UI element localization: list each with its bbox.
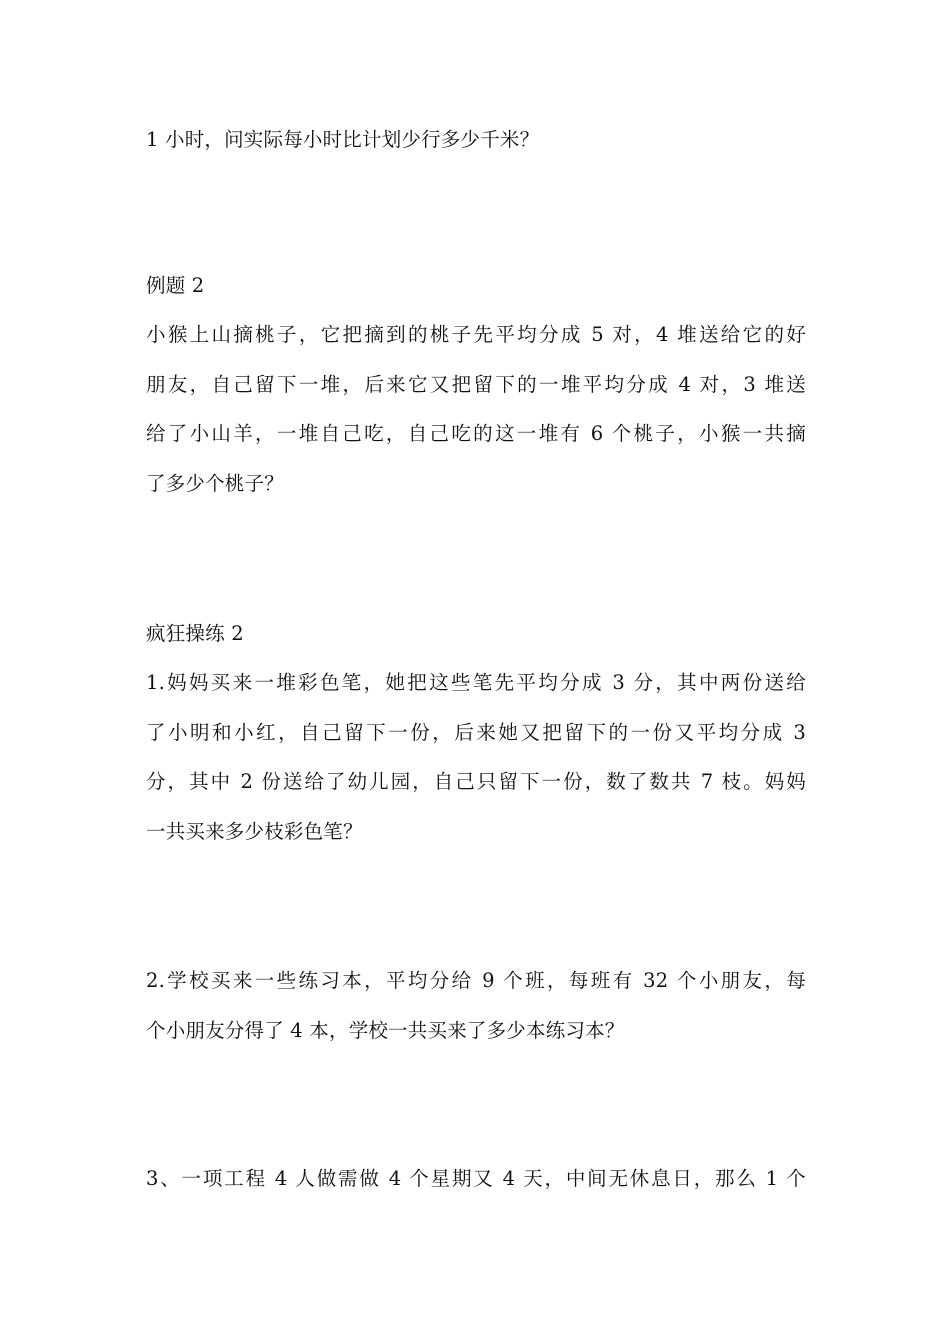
practice-q1-line: 了小明和小红，自己留下一份，后来她又把留下的一份又平均分成 3 (146, 721, 806, 744)
practice-q3-line: 3、一项工程 4 人做需做 4 个星期又 4 天，中间无休息日，那么 1 个 (146, 1167, 806, 1190)
practice-q2-line: 2.学校买来一些练习本，平均分给 9 个班，每班有 32 个小朋友，每 (146, 969, 806, 992)
practice-q1-line: 1.妈妈买来一堆彩色笔，她把这些笔先平均分成 3 分，其中两份送给 (146, 671, 806, 694)
practice-q1-line: 一共买来多少枝彩色笔？ (146, 820, 363, 843)
example-2-line: 给了小山羊，一堆自己吃，自己吃的这一堆有 6 个桃子，小猴一共摘 (146, 422, 806, 445)
example-2-line: 小猴上山摘桃子，它把摘到的桃子先平均分成 5 对，4 堆送给它的好 (146, 323, 806, 346)
practice-q2-line: 个小朋友分得了 4 本，学校一共买来了多少本练习本？ (146, 1019, 625, 1042)
practice-2-heading: 疯狂操练 2 (146, 622, 244, 645)
intro-line: 1 小时，问实际每小时比计划少行多少千米？ (146, 128, 540, 151)
example-2-line: 了多少个桃子？ (146, 472, 284, 495)
practice-q1-line: 分，其中 2 份送给了幼儿园，自己只留下一份，数了数共 7 枝。妈妈 (146, 770, 806, 793)
example-2-line: 朋友，自己留下一堆，后来它又把留下的一堆平均分成 4 对，3 堆送 (146, 373, 806, 396)
example-2-heading: 例题 2 (146, 274, 205, 297)
